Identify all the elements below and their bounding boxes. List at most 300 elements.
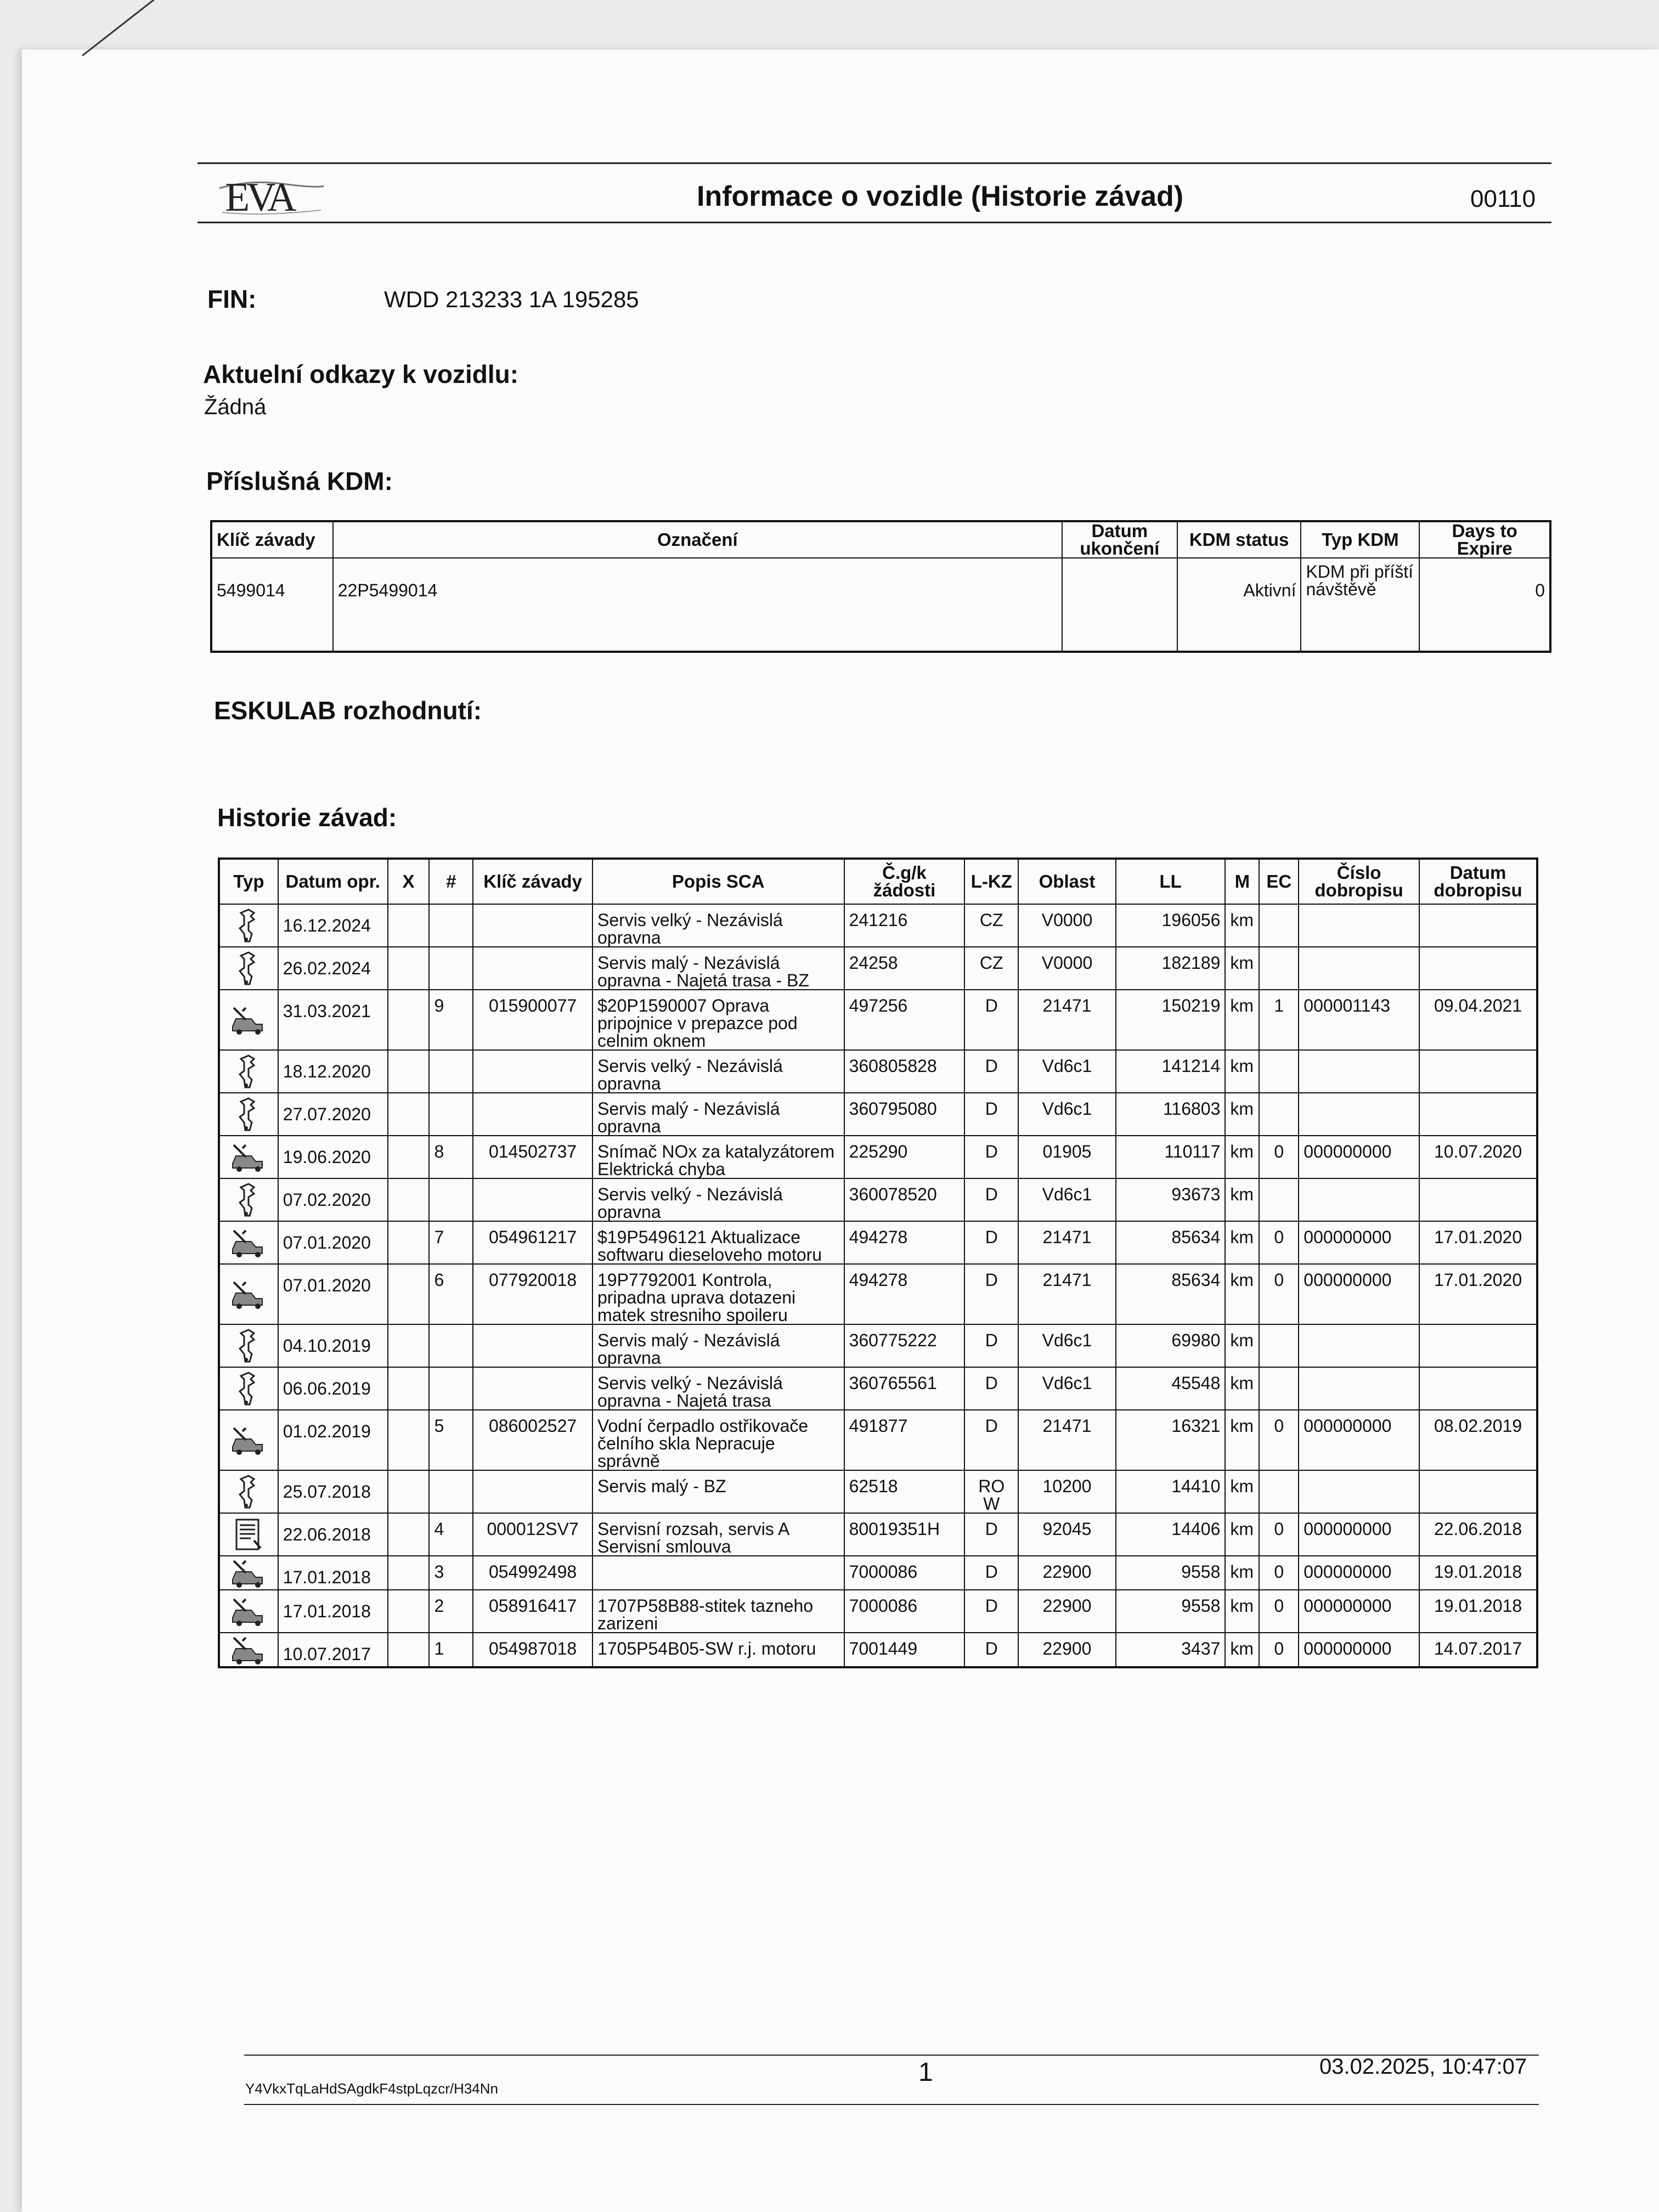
request-number: 7001449: [844, 1633, 965, 1667]
car-repair-icon: [219, 1556, 278, 1590]
m-cell: km: [1225, 1590, 1259, 1633]
request-number: 62518: [844, 1470, 965, 1513]
credit-date: [1419, 1178, 1537, 1221]
ec-cell: [1259, 1470, 1299, 1513]
ec-cell: [1259, 1178, 1299, 1221]
area-cell: 21471: [1018, 990, 1116, 1050]
col-credit-date: Datum dobropisu: [1419, 859, 1537, 904]
credit-number: 000000000: [1299, 1556, 1419, 1590]
credit-number: [1299, 1367, 1419, 1410]
repair-date: 31.03.2021: [278, 990, 388, 1050]
credit-date: [1419, 947, 1537, 990]
x-cell: [388, 1367, 430, 1410]
wrench-icon: [219, 1324, 278, 1367]
sca-description: 19P7792001 Kontrola, pripadna uprava dotazeni matek stresniho spoileru: [592, 1264, 844, 1324]
ll-cell: 14406: [1116, 1513, 1226, 1556]
credit-number: 000000000: [1299, 1590, 1419, 1633]
x-cell: [388, 1556, 430, 1590]
number-cell: [429, 1093, 473, 1136]
credit-number: [1299, 1178, 1419, 1221]
ll-cell: 69980: [1116, 1324, 1226, 1367]
x-cell: [388, 1221, 430, 1264]
kdm-col-end-date: Datum ukončení: [1062, 521, 1177, 558]
col-ll: LL: [1116, 859, 1226, 904]
ll-cell: 196056: [1116, 904, 1226, 947]
credit-number: 000000000: [1299, 1221, 1419, 1264]
x-cell: [388, 1324, 430, 1367]
col-m: M: [1225, 859, 1259, 904]
area-cell: 21471: [1018, 1264, 1116, 1324]
x-cell: [388, 1050, 430, 1093]
m-cell: km: [1225, 1470, 1259, 1513]
credit-number: 000000000: [1299, 1264, 1419, 1324]
fault-key: 054992498: [473, 1556, 592, 1590]
ll-cell: 93673: [1116, 1178, 1226, 1221]
history-row: [219, 1470, 1537, 1513]
number-cell: [429, 1367, 473, 1410]
x-cell: [388, 1136, 430, 1178]
credit-date: 08.02.2019: [1419, 1410, 1537, 1470]
ec-cell: 0: [1259, 1590, 1299, 1633]
x-cell: [388, 1513, 430, 1556]
history-row: [219, 1324, 1537, 1367]
area-cell: Vd6c1: [1018, 1178, 1116, 1221]
lkz-cell: D: [964, 1050, 1018, 1093]
m-cell: km: [1225, 1221, 1259, 1264]
m-cell: km: [1225, 1093, 1259, 1136]
sca-description: Servis velký - Nezávislá opravna: [592, 1178, 844, 1221]
kdm-days-expire: 0: [1419, 558, 1550, 652]
col-x: X: [388, 859, 430, 904]
credit-date: 22.06.2018: [1419, 1513, 1537, 1556]
request-number: 491877: [844, 1410, 965, 1470]
credit-date: 19.01.2018: [1419, 1556, 1537, 1590]
sca-description: Snímač NOx za katalyzátorem Elektrická chyba: [592, 1136, 844, 1178]
request-number: 360805828: [844, 1050, 965, 1093]
kdm-col-designation: Označení: [333, 521, 1062, 558]
request-number: 7000086: [844, 1590, 965, 1633]
number-cell: [429, 947, 473, 990]
col-ec: EC: [1259, 859, 1299, 904]
request-number: 24258: [844, 947, 965, 990]
history-row: [219, 1590, 1537, 1633]
kdm-col-type: Typ KDM: [1301, 521, 1419, 558]
number-cell: [429, 1470, 473, 1513]
wrench-icon: [219, 904, 278, 947]
sca-description: Servis malý - Nezávislá opravna: [592, 1093, 844, 1136]
lkz-cell: D: [964, 1324, 1018, 1367]
credit-number: [1299, 1093, 1419, 1136]
kdm-status: Aktivní: [1177, 558, 1301, 652]
lkz-cell: D: [964, 1221, 1018, 1264]
area-cell: Vd6c1: [1018, 1050, 1116, 1093]
history-row: [219, 1633, 1537, 1667]
credit-date: [1419, 1324, 1537, 1367]
footer-bottom-rule: [244, 2104, 1539, 2105]
credit-date: 10.07.2020: [1419, 1136, 1537, 1178]
number-cell: [429, 904, 473, 947]
area-cell: Vd6c1: [1018, 1324, 1116, 1367]
history-table: [218, 857, 1538, 1668]
col-sca-description: Popis SCA: [592, 859, 844, 904]
area-cell: Vd6c1: [1018, 1093, 1116, 1136]
kdm-table: [210, 520, 1551, 653]
col-type: Typ: [219, 859, 278, 904]
credit-number: 000000000: [1299, 1633, 1419, 1667]
credit-date: [1419, 904, 1537, 947]
col-fault-key: Klíč závady: [473, 859, 592, 904]
ec-cell: 0: [1259, 1264, 1299, 1324]
area-cell: 22900: [1018, 1590, 1116, 1633]
x-cell: [388, 947, 430, 990]
fault-key: 086002527: [473, 1410, 592, 1470]
credit-number: 000001143: [1299, 990, 1419, 1050]
repair-date: 18.12.2020: [278, 1050, 388, 1093]
history-row: [219, 990, 1537, 1050]
wrench-icon: [219, 1367, 278, 1410]
number-cell: 9: [429, 990, 473, 1050]
ll-cell: 45548: [1116, 1367, 1226, 1410]
sca-description: Servis velký - Nezávislá opravna: [592, 1050, 844, 1093]
fault-key: 000012SV7: [473, 1513, 592, 1556]
m-cell: km: [1225, 1136, 1259, 1178]
x-cell: [388, 990, 430, 1050]
request-number: 360795080: [844, 1093, 965, 1136]
ec-cell: [1259, 904, 1299, 947]
m-cell: km: [1225, 1324, 1259, 1367]
ll-cell: 110117: [1116, 1136, 1226, 1178]
wrench-icon: [219, 1178, 278, 1221]
number-cell: 8: [429, 1136, 473, 1178]
car-repair-icon: [219, 1633, 278, 1667]
credit-date: 17.01.2020: [1419, 1264, 1537, 1324]
header-bottom-rule: [198, 222, 1551, 223]
repair-date: 01.02.2019: [278, 1410, 388, 1470]
repair-date: 16.12.2024: [278, 904, 388, 947]
lkz-cell: D: [964, 1136, 1018, 1178]
wrench-icon: [219, 1050, 278, 1093]
kdm-end-date: [1062, 558, 1177, 652]
car-repair-icon: [219, 1590, 278, 1633]
page-number: 1: [918, 2058, 933, 2087]
ec-cell: [1259, 1093, 1299, 1136]
number-cell: 4: [429, 1513, 473, 1556]
repair-date: 17.01.2018: [278, 1590, 388, 1633]
m-cell: km: [1225, 1050, 1259, 1093]
kdm-designation: 22P5499014: [333, 558, 1062, 652]
credit-number: 000000000: [1299, 1410, 1419, 1470]
fault-key: [473, 904, 592, 947]
repair-date: 07.02.2020: [278, 1178, 388, 1221]
sca-description: [592, 1556, 844, 1590]
history-row: [219, 1410, 1537, 1470]
repair-date: 10.07.2017: [278, 1633, 388, 1667]
lkz-cell: CZ: [964, 904, 1018, 947]
lkz-cell: RO W: [964, 1470, 1018, 1513]
area-cell: 22900: [1018, 1556, 1116, 1590]
number-cell: [429, 1050, 473, 1093]
number-cell: 3: [429, 1556, 473, 1590]
x-cell: [388, 1470, 430, 1513]
history-row: [219, 1513, 1537, 1556]
kdm-key: 5499014: [211, 558, 333, 652]
lkz-cell: D: [964, 1556, 1018, 1590]
ll-cell: 85634: [1116, 1264, 1226, 1324]
credit-date: 17.01.2020: [1419, 1221, 1537, 1264]
sca-description: Servis velký - Nezávislá opravna - Najetá trasa: [592, 1367, 844, 1410]
m-cell: km: [1225, 947, 1259, 990]
x-cell: [388, 1410, 430, 1470]
kdm-label: Příslušná KDM:: [206, 467, 393, 495]
ll-cell: 3437: [1116, 1633, 1226, 1667]
sca-description: Servis malý - Nezávislá opravna: [592, 1324, 844, 1367]
repair-date: 07.01.2020: [278, 1221, 388, 1264]
number-cell: 7: [429, 1221, 473, 1264]
repair-date: 26.02.2024: [278, 947, 388, 990]
fault-key: [473, 1367, 592, 1410]
number-cell: [429, 1324, 473, 1367]
sca-description: Servis malý - Nezávislá opravna - Najetá trasa - BZ: [592, 947, 844, 990]
kdm-header-row: [211, 521, 1550, 558]
ll-cell: 150219: [1116, 990, 1226, 1050]
credit-date: [1419, 1367, 1537, 1410]
request-number: 225290: [844, 1136, 965, 1178]
credit-date: [1419, 1470, 1537, 1513]
request-number: 360765561: [844, 1367, 965, 1410]
x-cell: [388, 904, 430, 947]
kdm-row: [211, 558, 1550, 652]
credit-date: [1419, 1093, 1537, 1136]
col-number: #: [429, 859, 473, 904]
request-number: 241216: [844, 904, 965, 947]
car-repair-icon: [219, 1410, 278, 1470]
kdm-col-key: Klíč závady: [211, 521, 333, 558]
request-number: 360775222: [844, 1324, 965, 1367]
fault-key: 054961217: [473, 1221, 592, 1264]
repair-date: 25.07.2018: [278, 1470, 388, 1513]
history-row: [219, 1556, 1537, 1590]
ec-cell: [1259, 1050, 1299, 1093]
x-cell: [388, 1590, 430, 1633]
fin-value: WDD 213233 1A 195285: [384, 286, 639, 312]
request-number: 360078520: [844, 1178, 965, 1221]
area-cell: 22900: [1018, 1633, 1116, 1667]
ec-cell: 0: [1259, 1633, 1299, 1667]
fault-key: [473, 947, 592, 990]
history-label: Historie závad:: [217, 803, 397, 832]
history-row: [219, 1178, 1537, 1221]
ec-cell: [1259, 1324, 1299, 1367]
ec-cell: 0: [1259, 1221, 1299, 1264]
lkz-cell: D: [964, 1367, 1018, 1410]
car-repair-icon: [219, 990, 278, 1050]
wrench-icon: [219, 947, 278, 990]
lkz-cell: D: [964, 1093, 1018, 1136]
sca-description: $20P1590007 Oprava pripojnice v prepazce pod celnim oknem: [592, 990, 844, 1050]
fin-label: FIN:: [207, 285, 257, 313]
history-header-row: [219, 859, 1537, 904]
number-cell: 5: [429, 1410, 473, 1470]
history-row: [219, 1264, 1537, 1324]
repair-date: 27.07.2020: [278, 1093, 388, 1136]
car-repair-icon: [219, 1221, 278, 1264]
x-cell: [388, 1093, 430, 1136]
document-number: 00110: [1470, 185, 1536, 212]
area-cell: 01905: [1018, 1136, 1116, 1178]
lkz-cell: D: [964, 1590, 1018, 1633]
fault-key: [473, 1050, 592, 1093]
ll-cell: 85634: [1116, 1221, 1226, 1264]
page-title: Informace o vozidle (Historie závad): [697, 180, 1184, 212]
kdm-col-status: KDM status: [1177, 521, 1301, 558]
history-row: [219, 904, 1537, 947]
current-refs-value: Žádná: [204, 395, 267, 419]
fault-key: 077920018: [473, 1264, 592, 1324]
ll-cell: 9558: [1116, 1556, 1226, 1590]
area-cell: 10200: [1018, 1470, 1116, 1513]
repair-date: 22.06.2018: [278, 1513, 388, 1556]
ec-cell: 1: [1259, 990, 1299, 1050]
car-repair-icon: [219, 1136, 278, 1178]
history-row: [219, 1050, 1537, 1093]
history-row: [219, 1221, 1537, 1264]
fault-key: [473, 1093, 592, 1136]
m-cell: km: [1225, 1633, 1259, 1667]
number-cell: [429, 1178, 473, 1221]
repair-date: 04.10.2019: [278, 1324, 388, 1367]
x-cell: [388, 1264, 430, 1324]
x-cell: [388, 1633, 430, 1667]
ec-cell: 0: [1259, 1556, 1299, 1590]
ec-cell: 0: [1259, 1136, 1299, 1178]
fault-key: 058916417: [473, 1590, 592, 1633]
number-cell: 6: [429, 1264, 473, 1324]
number-cell: 2: [429, 1590, 473, 1633]
repair-date: 07.01.2020: [278, 1264, 388, 1324]
area-cell: 92045: [1018, 1513, 1116, 1556]
fault-key: 014502737: [473, 1136, 592, 1178]
request-number: 80019351H: [844, 1513, 965, 1556]
col-lkz: L-KZ: [964, 859, 1018, 904]
ec-cell: [1259, 947, 1299, 990]
history-row: [219, 947, 1537, 990]
request-number: 497256: [844, 990, 965, 1050]
fault-key: [473, 1470, 592, 1513]
credit-number: 000000000: [1299, 1513, 1419, 1556]
col-credit-number: Číslo dobropisu: [1299, 859, 1419, 904]
ll-cell: 116803: [1116, 1093, 1226, 1136]
lkz-cell: D: [964, 1178, 1018, 1221]
sca-description: Servisní rozsah, servis A Servisní smlouva: [592, 1513, 844, 1556]
ec-cell: [1259, 1367, 1299, 1410]
m-cell: km: [1225, 1513, 1259, 1556]
m-cell: km: [1225, 1178, 1259, 1221]
request-number: 7000086: [844, 1556, 965, 1590]
col-repair-date: Datum opr.: [278, 859, 388, 904]
lkz-cell: D: [964, 1513, 1018, 1556]
m-cell: km: [1225, 1264, 1259, 1324]
eva-logo: EVA: [225, 175, 294, 220]
credit-number: [1299, 904, 1419, 947]
fault-key: 015900077: [473, 990, 592, 1050]
m-cell: km: [1225, 1556, 1259, 1590]
request-number: 494278: [844, 1221, 965, 1264]
credit-number: 000000000: [1299, 1136, 1419, 1178]
lkz-cell: D: [964, 1633, 1018, 1667]
col-area: Oblast: [1018, 859, 1116, 904]
sca-description: Vodní čerpadlo ostřikovače čelního skla Nepracuje správně: [592, 1410, 844, 1470]
car-repair-icon: [219, 1264, 278, 1324]
m-cell: km: [1225, 990, 1259, 1050]
sca-description: 1707P58B88-stitek tazneho zarizeni: [592, 1590, 844, 1633]
ll-cell: 182189: [1116, 947, 1226, 990]
ll-cell: 16321: [1116, 1410, 1226, 1470]
credit-number: [1299, 947, 1419, 990]
sca-description: Servis malý - BZ: [592, 1470, 844, 1513]
repair-date: 06.06.2019: [278, 1367, 388, 1410]
wrench-icon: [219, 1093, 278, 1136]
credit-date: 09.04.2021: [1419, 990, 1537, 1050]
sca-description: $19P5496121 Aktualizace softwaru dieseloveho motoru: [592, 1221, 844, 1264]
lkz-cell: D: [964, 990, 1018, 1050]
fault-key: [473, 1178, 592, 1221]
fault-key: 054987018: [473, 1633, 592, 1667]
history-row: [219, 1367, 1537, 1410]
area-cell: V0000: [1018, 904, 1116, 947]
col-request-number: Č.g/k žádosti: [844, 859, 965, 904]
lkz-cell: CZ: [964, 947, 1018, 990]
credit-date: 14.07.2017: [1419, 1633, 1537, 1667]
credit-date: [1419, 1050, 1537, 1093]
repair-date: 19.06.2020: [278, 1136, 388, 1178]
ec-cell: 0: [1259, 1513, 1299, 1556]
history-row: [219, 1093, 1537, 1136]
ll-cell: 14410: [1116, 1470, 1226, 1513]
repair-date: 17.01.2018: [278, 1556, 388, 1590]
request-number: 494278: [844, 1264, 965, 1324]
sca-description: Servis velký - Nezávislá opravna: [592, 904, 844, 947]
current-refs-label: Aktuelní odkazy k vozidlu:: [203, 360, 519, 388]
credit-date: 19.01.2018: [1419, 1590, 1537, 1633]
number-cell: 1: [429, 1633, 473, 1667]
kdm-type: KDM při příští návštěvě: [1301, 558, 1419, 652]
document-icon: [219, 1513, 278, 1556]
area-cell: V0000: [1018, 947, 1116, 990]
m-cell: km: [1225, 1367, 1259, 1410]
eskulab-label: ESKULAB rozhodnutí:: [214, 696, 482, 725]
ec-cell: 0: [1259, 1410, 1299, 1470]
m-cell: km: [1225, 1410, 1259, 1470]
area-cell: 21471: [1018, 1221, 1116, 1264]
credit-number: [1299, 1050, 1419, 1093]
pen-mark: [82, 0, 156, 57]
area-cell: Vd6c1: [1018, 1367, 1116, 1410]
x-cell: [388, 1178, 430, 1221]
header-top-rule: [198, 162, 1551, 164]
kdm-col-days-expire: Days to Expire: [1419, 521, 1550, 558]
area-cell: 21471: [1018, 1410, 1116, 1470]
m-cell: km: [1225, 904, 1259, 947]
wrench-icon: [219, 1470, 278, 1513]
history-row: [219, 1136, 1537, 1178]
lkz-cell: D: [964, 1410, 1018, 1470]
footer-code: Y4VkxTqLaHdSAgdkF4stpLqzcr/H34Nn: [245, 2080, 499, 2097]
ll-cell: 9558: [1116, 1590, 1226, 1633]
credit-number: [1299, 1324, 1419, 1367]
print-timestamp: 03.02.2025, 10:47:07: [1319, 2055, 1527, 2079]
sca-description: 1705P54B05-SW r.j. motoru: [592, 1633, 844, 1667]
fault-key: [473, 1324, 592, 1367]
